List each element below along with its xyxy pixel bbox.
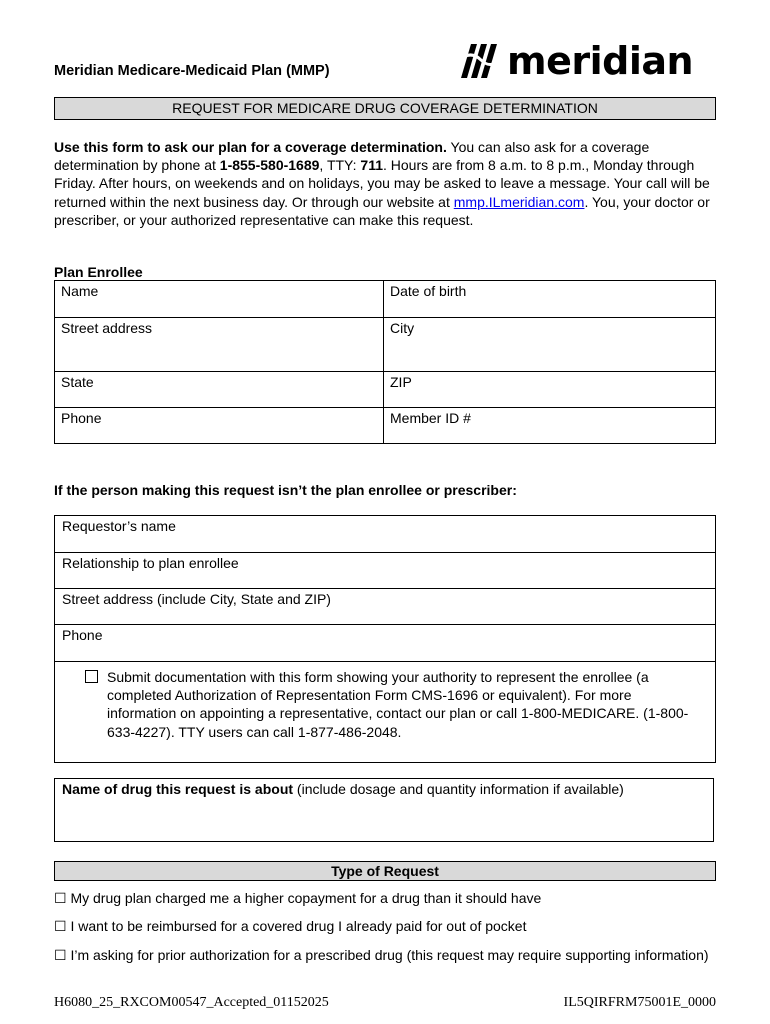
- drug-label: Name of drug this request is about: [62, 781, 294, 797]
- requestor-name-field[interactable]: [55, 516, 715, 553]
- field-label: ZIP: [390, 374, 412, 390]
- enrollee-dob-field[interactable]: [384, 281, 716, 318]
- enrollee-table: [54, 280, 716, 444]
- tty-number: 711: [360, 157, 383, 174]
- field-label: Phone: [61, 410, 102, 426]
- intro-paragraph: [54, 138, 716, 229]
- requestor-street-field[interactable]: [55, 589, 715, 625]
- intro-text: You can also ask for a coverage determination by phone at: [54, 139, 650, 174]
- intro-lead: Use this form to ask our plan for a coverage determination.: [54, 139, 447, 155]
- plan-name: Meridian Medicare-Medicaid Plan (MMP): [54, 63, 330, 79]
- website-link[interactable]: mmp.ILmeridian.com: [453, 193, 585, 210]
- intro-text: , TTY:: [319, 157, 361, 174]
- field-label: Phone: [62, 627, 103, 643]
- documentation-text: Submit documentation with this form showing your authority to represent the enrollee (a completed Authorization of Representation Form CMS-1696 or equivalent). For more information on appointing a representative, contact our plan or call 1-800-MEDICARE. (1-800-633-4227). TTY users can call 1-877-486-2048.: [107, 669, 689, 740]
- documentation-checkbox[interactable]: [85, 670, 98, 683]
- field-label: Name: [61, 283, 99, 299]
- requestor-phone-field[interactable]: [55, 625, 715, 662]
- field-label: Requestor’s name: [62, 518, 176, 534]
- request-option-reimbursement[interactable]: ☐ I want to be reimbursed for a covered drug I already paid for out of pocket: [54, 918, 527, 934]
- requestor-box: [54, 515, 716, 763]
- request-option-prior-authorization[interactable]: ☐ I’m asking for prior authorization for a prescribed drug (this request may require supporting information): [54, 947, 709, 963]
- form-title: REQUEST FOR MEDICARE DRUG COVERAGE DETERMINATION: [54, 97, 716, 120]
- enrollee-phone-field[interactable]: [55, 408, 384, 444]
- footer-code-left: H6080_25_RXCOM00547_Accepted_01152025: [54, 995, 329, 1010]
- field-label: Date of birth: [390, 283, 467, 299]
- enrollee-zip-field[interactable]: [384, 372, 716, 408]
- request-option-copayment[interactable]: ☐ My drug plan charged me a higher copayment for a drug than it should have: [54, 890, 542, 906]
- enrollee-member-id-field[interactable]: [384, 408, 716, 444]
- field-label: Member ID #: [390, 410, 471, 426]
- enrollee-label: Plan Enrollee: [54, 264, 143, 280]
- documentation-row: [55, 662, 715, 762]
- field-label: Street address: [61, 320, 153, 336]
- enrollee-city-field[interactable]: [384, 318, 716, 372]
- drug-label-note: (include dosage and quantity information if available): [293, 781, 624, 797]
- intro-text: . You, your doctor or prescriber, or your authorized representative can make this request.: [54, 193, 710, 228]
- requestor-relationship-field[interactable]: [55, 553, 715, 589]
- footer-code-right: IL5QIRFRM75001E_0000: [563, 995, 716, 1010]
- request-type-header: Type of Request: [54, 861, 716, 881]
- requestor-label: If the person making this request isn’t the plan enrollee or prescriber:: [54, 482, 517, 498]
- meridian-logo-mark-icon: [457, 38, 503, 84]
- field-label: Relationship to plan enrollee: [62, 555, 239, 571]
- enrollee-street-field[interactable]: [55, 318, 384, 372]
- enrollee-name-field[interactable]: [55, 281, 384, 318]
- field-label: City: [390, 320, 415, 336]
- enrollee-state-field[interactable]: [55, 372, 384, 408]
- meridian-logo: [457, 38, 693, 84]
- logo-wordmark: meridian: [507, 39, 694, 83]
- field-label: State: [61, 374, 94, 390]
- form-header: [54, 38, 716, 88]
- phone-number: 1-855-580-1689: [219, 157, 320, 174]
- drug-name-field[interactable]: [54, 778, 714, 842]
- intro-text: . Hours are from 8 a.m. to 8 p.m., Monday through Friday. After hours, on weekends and on holidays, you may be asked to leave a message. Your call will be returned within the next business day. Or through our website at: [54, 157, 710, 210]
- field-label: Street address (include City, State and ZIP): [62, 591, 331, 607]
